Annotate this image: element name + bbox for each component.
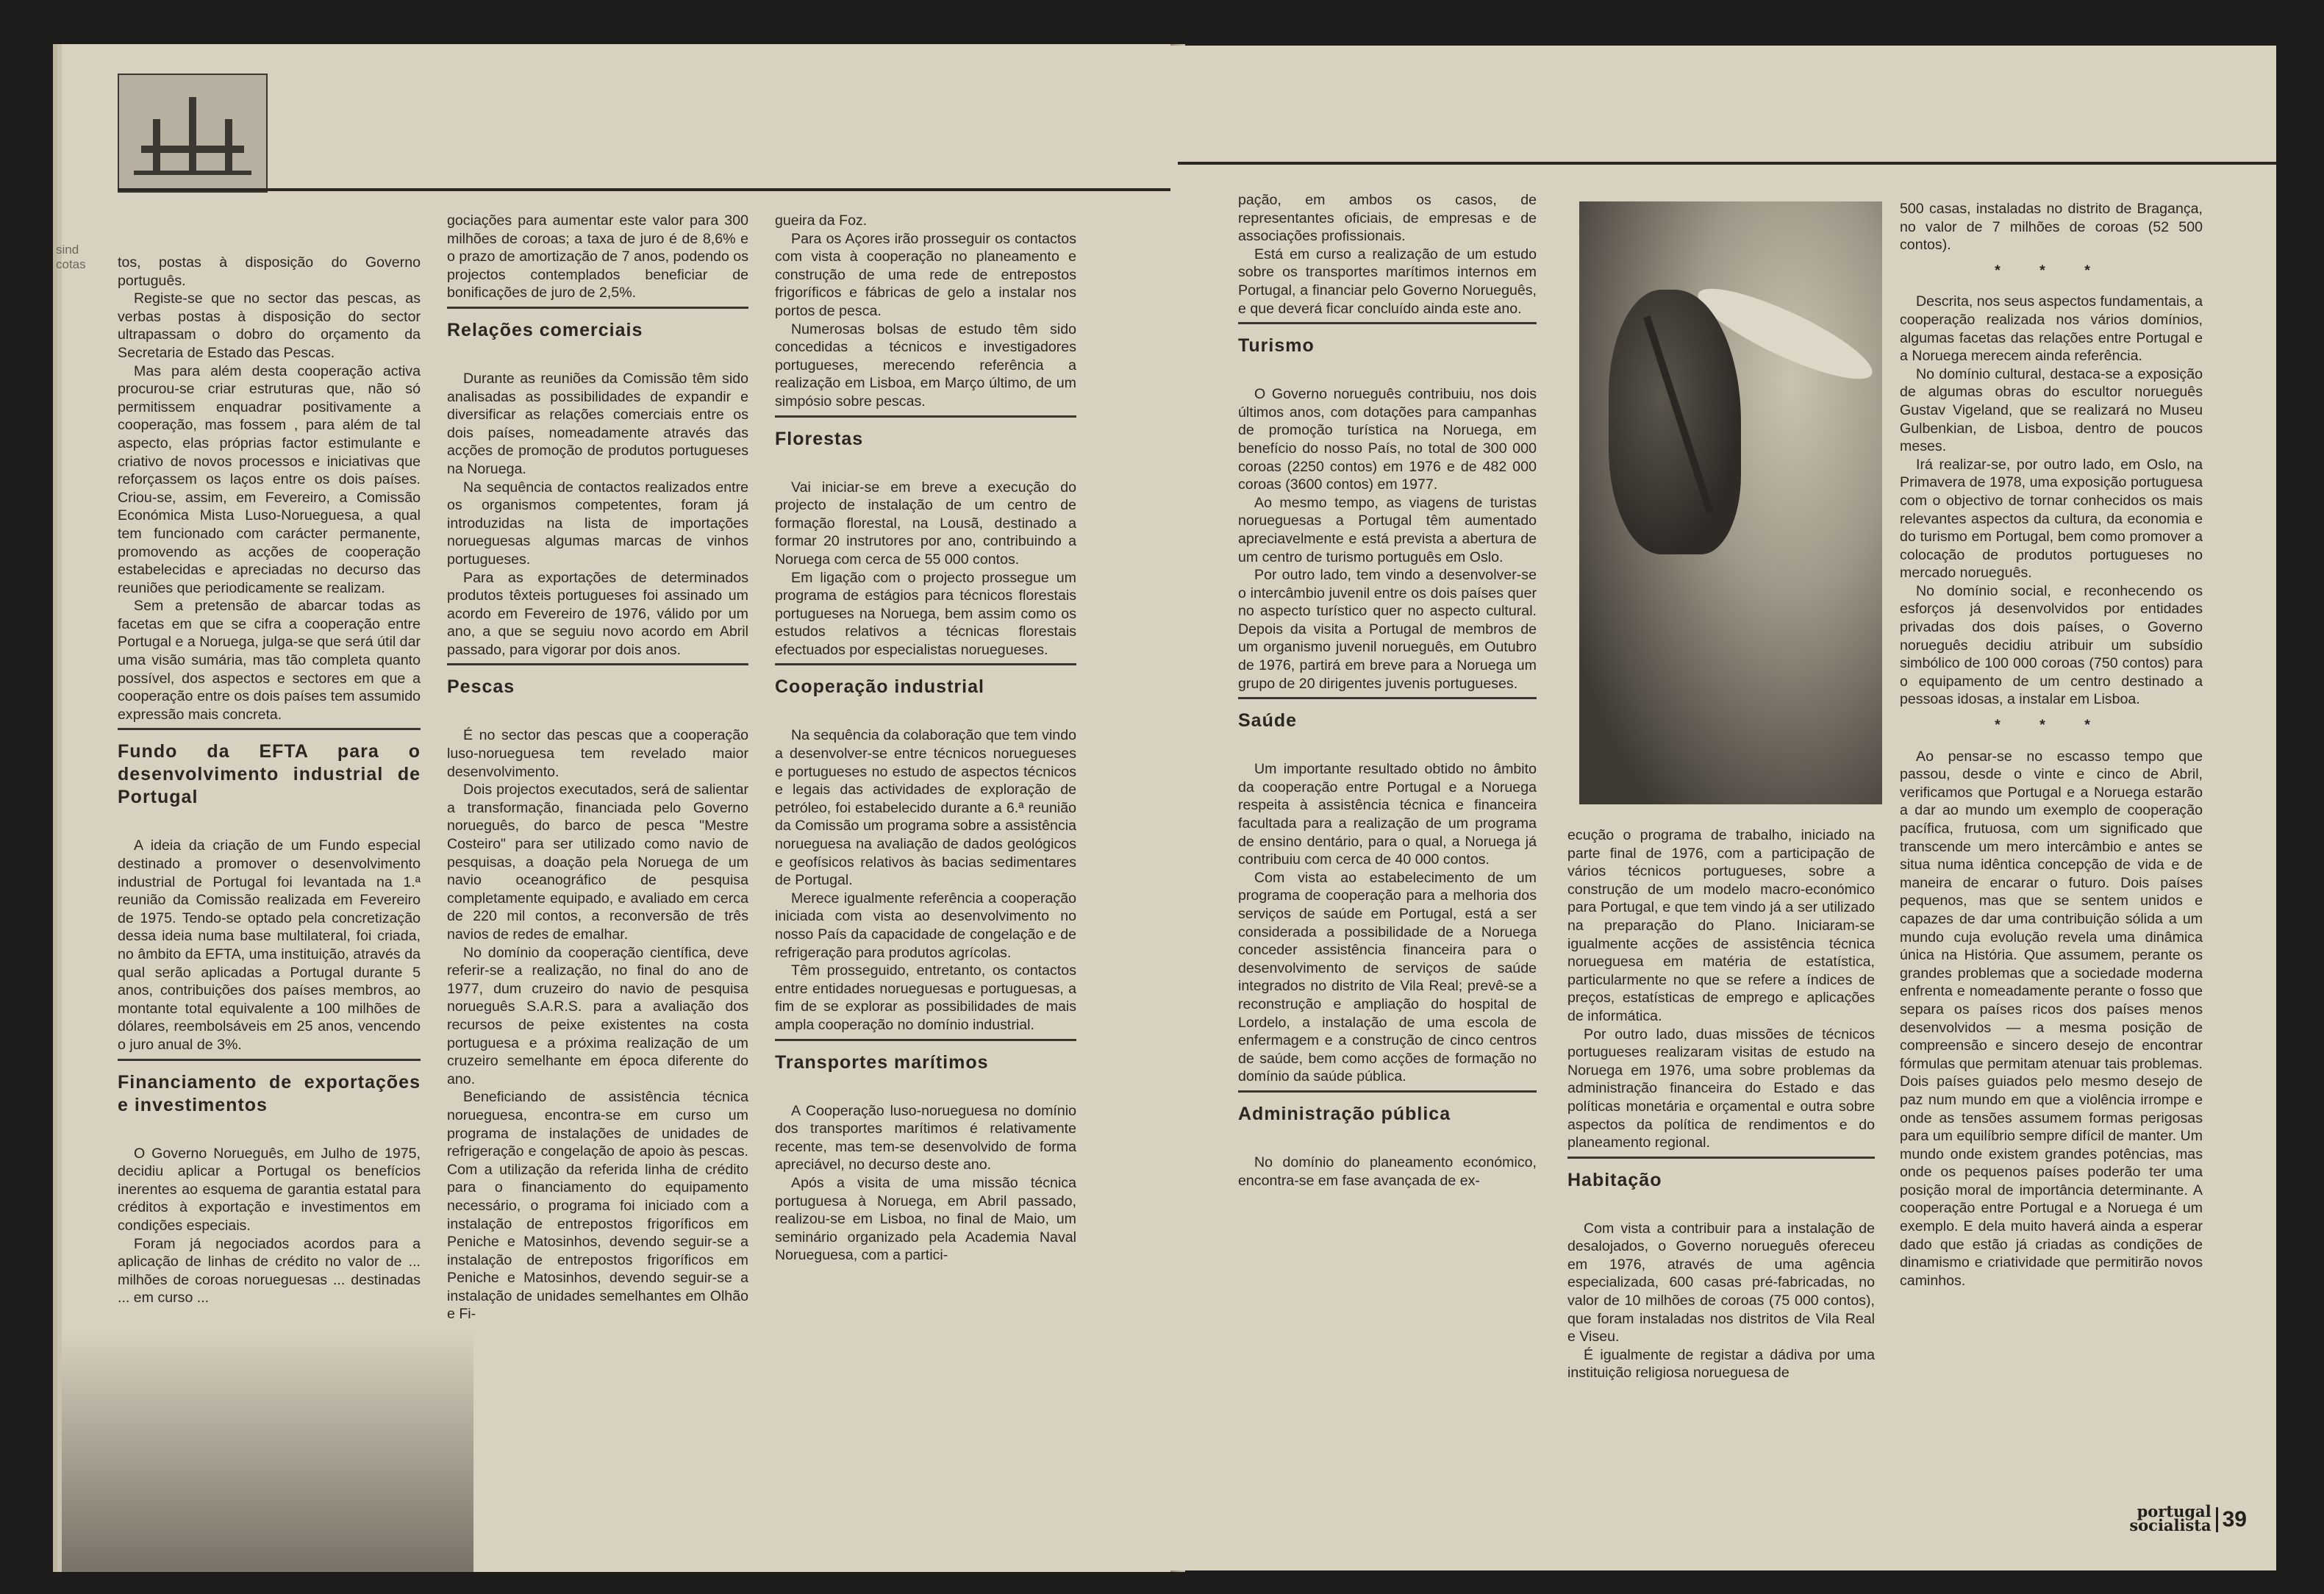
- section-rule: [1567, 1157, 1875, 1159]
- section-rule: [118, 1059, 421, 1061]
- paragraph: No domínio social, e reconhecendo os esforços já desenvolvidos por entidades privadas dos dois países, o Governo norueguês decidiu atribuir um subsídio simbólico de 100 000 coroas (750 contos) para o equipamento de um centro destinado a pessoas idosas, a instalar em Lisboa.: [1900, 582, 2203, 708]
- heading-efta-fund: Fundo da EFTA para o desenvolvimento industrial de Portugal: [118, 741, 421, 808]
- magazine-brand: [2129, 1504, 2211, 1532]
- tree-silhouette: [1609, 290, 1741, 554]
- paragraph: gueira da Foz.: [775, 212, 868, 229]
- print-smudge: [62, 1329, 473, 1572]
- heading-public-administration: Administração pública: [1238, 1103, 1451, 1124]
- paragraph: O Governo norueguês contribuiu, nos dois últimos anos, com dotações para campanhas de promoção turística na Noruega, em benefício do nosso País, no total de 300 000 coroas (2250 contos) em 1976 e de 482 000 coroas (3600 contos) em 1977.: [1238, 386, 1537, 493]
- paragraph: Em ligação com o projecto prossegue um programa de estágios para técnicos florestais portugueses na Noruega, bem assim como os estudos relativos a técnicas florestais efectuados por especialistas noruegueses.: [775, 569, 1076, 658]
- section-rule: [1238, 322, 1537, 324]
- paragraph: tos, postas à disposição do Governo português.: [118, 254, 421, 289]
- paragraph: Merece igualmente referência a cooperação iniciada com vista ao desenvolvimento no nosso País da capacidade de congelação e de refrigeração para produtos agrícolas.: [775, 890, 1076, 961]
- paragraph: No domínio cultural, destaca-se a exposição de algumas obras do escultor norueguês Gustav Vigeland, que se realizará no Museu Gulbenkian, de Lisboa, dentro de poucos meses.: [1900, 365, 2203, 455]
- left-page: [56, 44, 1170, 1572]
- section-rule: [775, 1039, 1076, 1041]
- paragraph: É igualmente de registar a dádiva por uma instituição religiosa norueguesa de: [1567, 1346, 1875, 1382]
- heading-tourism: Turismo: [1238, 335, 1315, 357]
- right-page: [1170, 46, 2276, 1570]
- paragraph: Ao pensar-se no escasso tempo que passou, desde o vinte e cinco de Abril, verificamos que Portugal e a Noruega estarão a dar ao mundo um exemplo de cooperação pacífica, frutuosa, com um significado que transcende um mero intercâmbio e antes se situa numa idêntica concepção de vida e de maneira de encarar o futuro. Dois países pequenos, mas que se sentem unidos e capazes de dar uma contribuição sólida a um mundo cuja evolução revela uma dinâmica única na História. Que assumem, perante os grandes problemas que a sociedade moderna enfrenta e nomeadamente perante o fosso que separa os países ricos dos países menos desenvolvidos — a mesma posição de compreensão e sincero desejo de encontrar fórmulas que permitam atenuar tais problemas. Dois países guiados pelo mesmo desejo de paz num mundo em que a violência irrompe e onde as tensões assumem formas perigosas para um equilíbrio sempre difícil de manter. Um mundo onde existem grandes potências, mas onde os pequenos países poderão ter uma posição moral de importância determinante. A cooperação entre Portugal e a Noruega é um exemplo. E dela muito haverá ainda a esperar dado que estão já criadas as condições de dinamismo e criatividade que permitirão novos caminhos.: [1900, 748, 2203, 1289]
- paragraph: Com vista a contribuir para a instalação de desalojados, o Governo norueguês ofereceu em 1976, através de uma agência especializada, 600 casas pré-fabricadas, no valor de 10 milhões de coroas (75 000 contos), que foram instaladas nos distritos de Vila Real e Viseu.: [1567, 1220, 1875, 1345]
- section-rule: [1238, 697, 1537, 699]
- heading-housing: Habitação: [1567, 1169, 1662, 1190]
- paragraph: Na sequência da colaboração que tem vindo a desenvolver-se entre técnicos noruegueses e portugueses no estudo de aspectos técnicos e legais das actividades de exploração de petróleo, foi estabelecido durante a 6.ª reunião da Comissão um programa sobre a assistência norueguesa na avaliação de dados geológicos e geofísicos relativos às bacias sedimentares de Portugal.: [775, 727, 1076, 889]
- paragraph: Para as exportações de determinados produtos têxteis portugueses foi assinado um acordo em Fevereiro de 1976, válido por um ano, a que se seguiu novo acordo em Abril passado, para vigorar por dois anos.: [447, 569, 748, 658]
- section-rule: [1238, 1090, 1537, 1093]
- section-rule: [775, 415, 1076, 418]
- paragraph: Por outro lado, tem vindo a desenvolver-se o intercâmbio juvenil entre os dois países quer no aspecto turístico quer no aspecto cultural. Depois da visita a Portugal de membros de um organismo juvenil norueguês, em Outubro de 1976, partirá em breve para a Noruega um grupo de 20 dirigentes juvenis portugueses.: [1238, 567, 1537, 692]
- paragraph: ecução o programa de trabalho, iniciado na parte final de 1976, com a participação de vários técnicos portugueses, sobre a construção de um modelo macro-económico para Portugal, e que tem vindo já a ser utilizado na preparação do Plano. Iniciaram-se igualmente acções de assistência técnica norueguesa em matéria de estatística, particularmente no que se refere a índices de preços, estatísticas de emprego e aplicações de informática.: [1567, 827, 1875, 1024]
- brand-line: portugal: [2137, 1502, 2212, 1520]
- paragraph: Após a visita de uma missão técnica portuguesa à Noruega, em Abril passado, realizou-se em Lisboa, no final de Maio, um seminário organizado pela Academia Naval Norueguesa, com a partici-: [775, 1174, 1076, 1264]
- paragraph: Durante as reuniões da Comissão têm sido analisadas as possibilidades de expandir e diversificar as relações comerciais entre os dois países, nomeadamente através das acções de promoção de produtos portugueses na Noruega.: [447, 370, 748, 477]
- heading-commercial-relations: Relações comerciais: [447, 319, 643, 340]
- paragraph: Numerosas bolsas de estudo têm sido concedidas a técnicos e investigadores portugueses, merecendo referência a realização em Lisboa, em Março último, de um simpósio sobre pescas.: [775, 321, 1076, 410]
- bleed-fragment: sind: [56, 243, 79, 257]
- paragraph: Com vista ao estabelecimento de um programa de cooperação para a melhoria dos serviços de saúde em Portugal, está a ser considerada a possibilidade de a Noruega conceder assistência financeira para o desenvolvimento de serviços de saúde integrados no distrito de Vila Real; prevê-se a reconstrução e ampliação do hospital de Lordelo, a instalação de uma escola de enfermagem e a construção de cinco centros de saúde, bem como acções de formação no domínio da saúde pública.: [1238, 869, 1537, 1085]
- paragraph: Dois projectos executados, será de salientar a transformação, financiada pelo Governo norueguês, do barco de pesca "Mestre Costeiro" para ser utilizado como navio de pesquisas, a doação pela Noruega de um navio oceanográfico de pesquisa completamente equipado, e avaliado em cerca de 220 mil contos, a reconversão de três navios de redes de emalhar.: [447, 782, 748, 943]
- heading-financing: Financiamento de exportações e investimentos: [118, 1071, 421, 1115]
- section-rule: [447, 307, 748, 309]
- paragraph: Para os Açores irão prosseguir os contactos com vista à cooperação no planeamento e construção de uma rede de entrepostos frigoríficos e fábricas de gelo a instalar nos portos de pesca.: [775, 230, 1076, 319]
- paragraph: No domínio da cooperação científica, deve referir-se a realização, no final do ano de 1977, dum cruzeiro do navio de pesquisa norueguês S.A.R.S. para a avaliação dos recursos de peixe existentes na costa portuguesa e a próxima realização de um cruzeiro semelhante em época diferente do ano.: [447, 944, 748, 1087]
- section-stars: * * *: [1995, 717, 2108, 734]
- left-column-3: [775, 212, 1076, 1265]
- paragraph: No domínio do planeamento económico, encontra-se em fase avançada de ex-: [1238, 1154, 1537, 1189]
- paragraph: A ideia da criação de um Fundo especial destinado a promover o desenvolvimento industrial de Portugal foi levantada na 1.ª reunião da Comissão realizada em Fevereiro de 1975. Tendo-se optado pela concretização dessa ideia numa base multilateral, foi criada, no âmbito da EFTA, uma instituição, através da qual serão aplicadas a Portugal durante 5 anos, contribuições dos países membros, ao montante total equivalente a 100 milhões de dólares, reembolsáveis em 25 anos, vencendo o juro anual de 3%.: [118, 837, 421, 1053]
- magazine-logo-illustration: [118, 74, 268, 193]
- right-column-2: [1567, 826, 1875, 1382]
- paragraph: Irá realizar-se, por outro lado, em Oslo, na Primavera de 1978, uma exposição portuguesa com o objectivo de tornar conhecidos os mais relevantes aspectos da cultura, da economia e do turismo em Portugal, bem como promover a colocação de produtos portugueses no mercado norueguês.: [1900, 456, 2203, 582]
- page-number: 39: [2216, 1507, 2247, 1532]
- paragraph: Por outro lado, duas missões de técnicos portugueses realizaram visitas de estudo na Noruega em 1976, uma sobre problemas da administração financeira do Estado e das políticas monetária e orçamental e outra sobre aspectos da política de rendimentos e do planeamento regional.: [1567, 1026, 1875, 1151]
- paragraph: O Governo Norueguês, em Julho de 1975, decidiu aplicar a Portugal os benefícios inerentes ao esquema de garantia estatal para créditos à exportação e investimentos em condições especiais.: [118, 1145, 421, 1234]
- paragraph: Mas para além desta cooperação activa procurou-se criar estruturas que, não só permitissem enquadrar positivamente a cooperação, mas fossem , para além de tal aspecto, elas próprias factor estimulante e criativo de novos processos e iniciativas que reforçassem os laços entre os dois países. Criou-se, assim, em Fevereiro, a Comissão Económica Mista Luso-Norueguesa, a qual tem funcionado com carácter permanente, promovendo as acções de cooperação estabelecidas e apreciadas no decurso das reuniões que periodicamente se realizam.: [118, 362, 421, 596]
- paragraph: Um importante resultado obtido no âmbito da cooperação entre Portugal e a Noruega respeita à assistência técnica e financeira facultada para a realização de um programa de ensino dentário, para o qual, a Noruega já contribuiu com cerca de 40 000 contos.: [1238, 761, 1537, 868]
- paragraph: pação, em ambos os casos, de representantes oficiais, de empresas e de associações profissionais.: [1238, 192, 1537, 245]
- paragraph: Foram já negociados acordos para a aplicação de linhas de crédito no valor de ... milhões de coroas norueguesas ... destinadas ... em curso ...: [118, 1235, 421, 1307]
- header-rule: [1178, 162, 2276, 165]
- heading-industrial-cooperation: Cooperação industrial: [775, 676, 984, 698]
- heading-health: Saúde: [1238, 710, 1298, 732]
- page-footer: [2129, 1504, 2247, 1532]
- paragraph: Sem a pretensão de abarcar todas as facetas em que se cifra a cooperação entre Portugal e a Noruega, julga-se que será útil dar uma visão sumária, mas tão completa quanto possível, dos aspectos e sectores em que a cooperação entre os dois países tem assumido expressão mais concreta.: [118, 598, 421, 723]
- right-column-1: [1238, 191, 1537, 1190]
- paragraph: Está em curso a realização de um estudo sobre os transportes marítimos internos em Portugal, a financiar pelo Governo Norueguês, e que deverá ficar concluído ainda este ano.: [1238, 246, 1537, 317]
- paragraph: Descrita, nos seus aspectos fundamentais, a cooperação realizada nos vários domínios, algumas facetas das relações entre Portugal e a Noruega merecem ainda referência.: [1900, 293, 2203, 365]
- brand-line: socialista: [2129, 1516, 2212, 1534]
- paragraph: Têm prosseguido, entretanto, os contactos entre entidades norueguesas e portuguesas, a fim de se explorar as possibilidades de mais ampla cooperação no domínio industrial.: [775, 962, 1076, 1033]
- paragraph: A Cooperação luso-norueguesa no domínio dos transportes marítimos é relativamente recente, mas tem-se desenvolvido de forma apreciável, no decurso deste ano.: [775, 1102, 1076, 1173]
- right-column-3: [1900, 200, 2203, 1290]
- paragraph: É no sector das pescas que a cooperação luso-norueguesa tem revelado maior desenvolvimento.: [447, 727, 748, 780]
- landscape-photo: [1579, 201, 1882, 804]
- paragraph: 500 casas, instaladas no distrito de Bragança, no valor de 7 milhões de coroas (52 500 contos).: [1900, 201, 2203, 254]
- header-rule: [118, 188, 1188, 191]
- paragraph: Registe-se que no sector das pescas, as verbas postas à disposição do sector ultrapassam o dobro do orçamento da Secretaria de Estado das Pescas.: [118, 290, 421, 361]
- section-rule: [775, 663, 1076, 665]
- heading-fisheries: Pescas: [447, 676, 515, 698]
- paragraph: Ao mesmo tempo, as viagens de turistas norueguesas a Portugal têm aumentado apreciavelmente e está prevista a abertura de um centro de turismo português em Oslo.: [1238, 494, 1537, 565]
- bleed-through-text: [56, 243, 85, 272]
- left-column-2: [447, 212, 748, 1323]
- section-stars: * * *: [1995, 262, 2108, 279]
- heading-forests: Florestas: [775, 428, 864, 449]
- section-rule: [447, 663, 748, 665]
- paragraph: gociações para aumentar este valor para 300 milhões de coroas; a taxa de juro é de 8,6% e o prazo de amortização de 7 anos, podendo os projectos contemplados beneficiar de bonificações de juro de 2,5%.: [447, 212, 748, 301]
- section-rule: [118, 728, 421, 730]
- bleed-fragment: cotas: [56, 257, 86, 271]
- paragraph: Na sequência de contactos realizados entre os organismos competentes, foram já introduzidas na lista de importações norueguesas algumas marcas de vinhos portugueses.: [447, 479, 748, 568]
- paragraph: Beneficiando de assistência técnica norueguesa, encontra-se em curso um programa de instalações de unidades de refrigeração e congelação de apoio às pescas. Com a utilização da referida linha de crédito para o financiamento do equipamento necessário, o programa foi iniciado com a instalação de entrepostos frigoríficos em Peniche e Matosinhos, devendo seguir-se a instalação de entrepostos frigoríficos em Peniche e Matosinhos, devendo seguir-se a instalação de unidades semelhantes em Olhão e Fi-: [447, 1089, 748, 1323]
- left-column-1: [118, 254, 421, 1307]
- paragraph: Vai iniciar-se em breve a execução do projecto de instalação de um centro de formação florestal, na Lousã, destinado a formar 20 instrutores por ano, contribuindo a Noruega com cerca de 55 000 contos.: [775, 479, 1076, 568]
- heading-maritime-transport: Transportes marítimos: [775, 1051, 989, 1073]
